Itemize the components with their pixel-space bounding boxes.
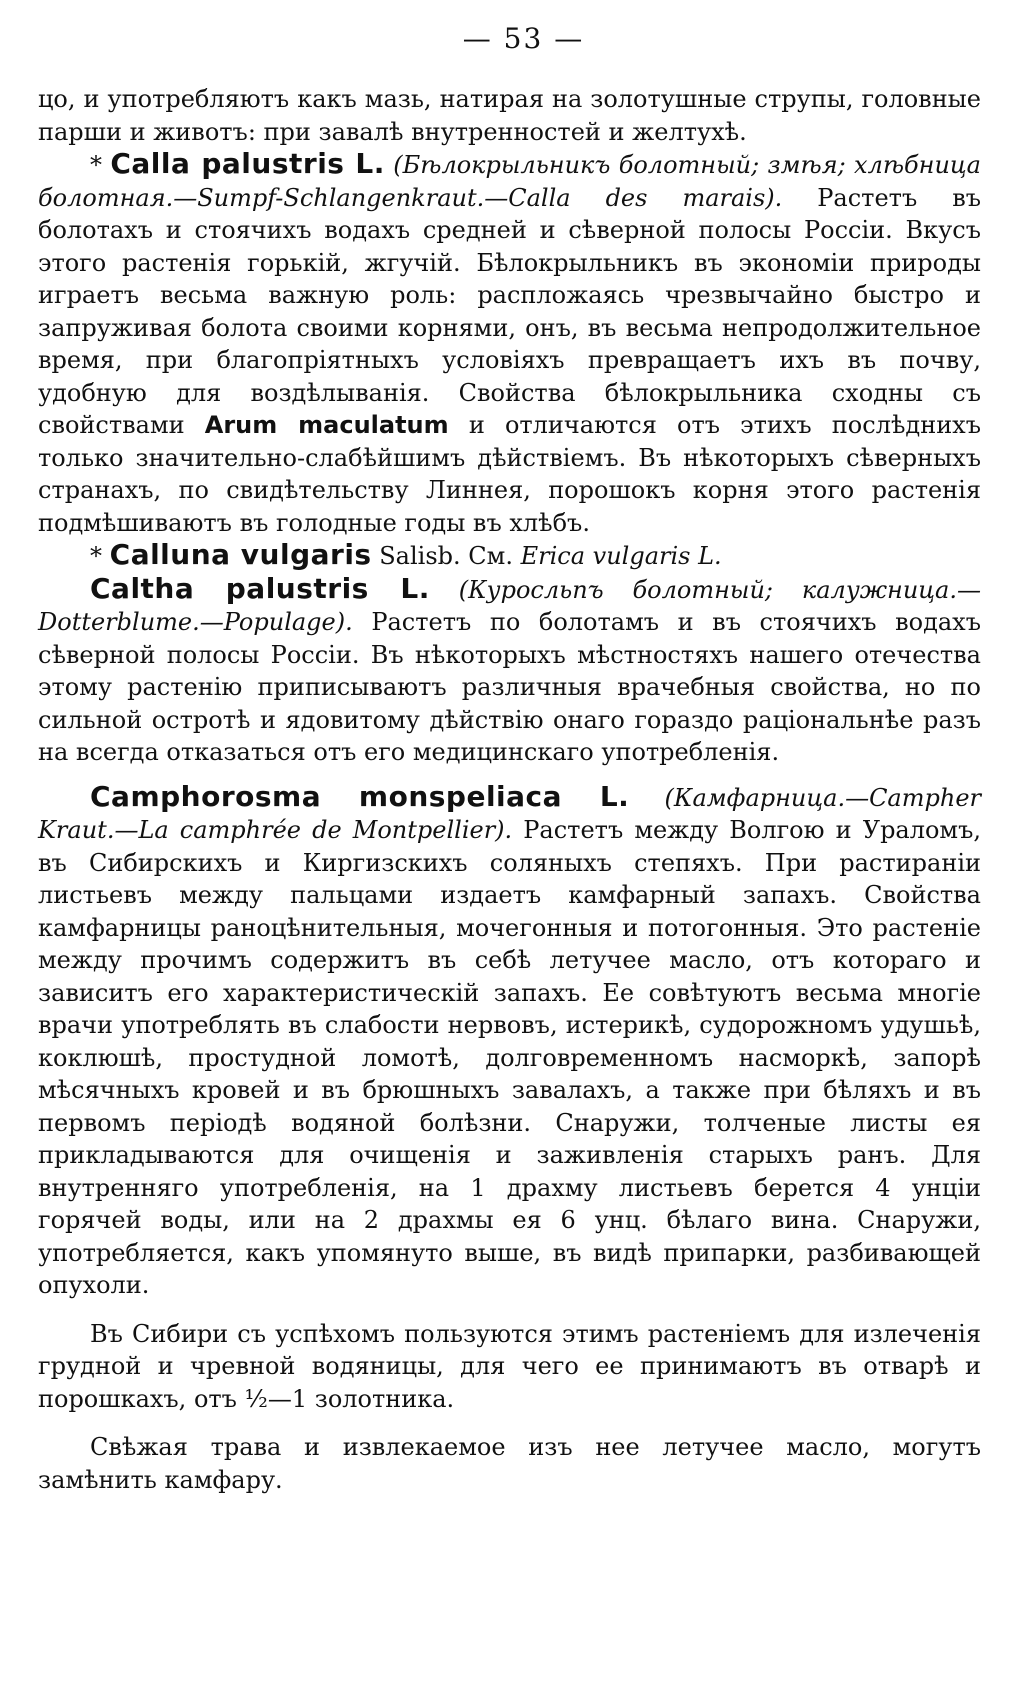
entry-calla-palustris [38,148,981,539]
entry-heading: Calluna vulgaris [109,538,372,571]
entry-star: * [90,542,102,570]
entry-author: Salisb. [379,542,461,570]
entry-heading: Calla palustris L. [110,147,385,180]
page-number: — 53 — [462,22,585,55]
entry-common-names: (Камфарница.—Campher Kraut.—La camphrée de Montpellier). [38,783,981,844]
paragraph-continuation [38,83,981,148]
entry-common-names: (Бѣлокрыльникъ болотный; змѣя; хлѣбница болотная.—Sumpf-Schlangenkraut.—Calla des marais). [38,151,981,212]
entry-text: Растетъ между Волгою и Ураломъ, въ Сибирскихъ и Киргизскихъ соляныхъ степяхъ. При растираніи листьевъ между пальцами издаетъ камфарный запахъ. Свойства камфарницы раноцѣнительныя, мочегонныя и потогонныя. Это растеніе между прочимъ содержитъ въ себѣ летучее масло, отъ котораго и зависитъ его характеристическій запахъ. Ее совѣтуютъ весьма многіе врачи употреблять въ слабости нервовъ, истерикѣ, судорожномъ удушьѣ, коклюшѣ, простудной ломотѣ, долговременномъ насморкѣ, запорѣ мѣсячныхъ кровей и въ брюшныхъ завалахъ, а также при бѣляхъ и въ первомъ періодѣ водяной болѣзни. Снаружи, толченые листы ея прикладываются для очищенія и заживленія старыхъ ранъ. Для внутренняго употребленія, на 1 драхму листьевъ берется 4 унціи горячей воды, или на 2 драхмы ея 6 унц. бѣлаго вина. Снаружи, употребляется, какъ упомянуто выше, въ видѣ припарки, разбивающей опухоли. [38,816,981,1299]
entry-heading: Caltha palustris L. [90,571,430,605]
entry-star: * [90,151,102,179]
paragraph-text: Свѣжая трава и извлекаемое изъ нее летучее масло, могутъ замѣнить камфару. [38,1433,981,1494]
paragraph-text: Въ Сибири съ успѣхомъ пользуются этимъ растеніемъ для излеченія грудной и чревной водяницы, для чего ее принимаютъ въ отварѣ и порошкахъ, отъ ½—1 золотника. [38,1319,981,1413]
entry-text: Растетъ въ болотахъ и стоячихъ водахъ средней и сѣверной полосы Россіи. Вкусъ этого растенія горькій, жгучій. Бѣлокрыльникъ въ экономіи природы играетъ весьма важную роль: распложаясь чрезвычайно быстро и запруживая болота своими корнями, онъ, въ весьма непродолжительное время, при благопріятныхъ условіяхъ превращаетъ ихъ въ почву, удобную для воздѣлыванія. Свойства бѣлокрыльника сходны съ свойствами [38,183,981,439]
entry-heading: Camphorosma monspeliaca L. [90,779,630,813]
entry-text-continued: и отличаются отъ этихъ послѣднихъ только значительно-слабѣйшимъ дѣйствіемъ. Въ нѣкоторыхъ сѣверныхъ странахъ, по свидѣтельству Линнея, порошокъ корня этого растенія подмѣшиваютъ въ голодные годы въ хлѣбъ. [38,411,981,537]
page-text [38,83,981,1496]
entry-cross-reference: Erica vulgaris L. [520,542,722,570]
entry-inline-species: Arum maculatum [204,411,449,439]
entry-text: См. [468,542,513,570]
entry-calluna-vulgaris [38,539,981,573]
entry-caltha-palustris [38,573,981,769]
entry-common-names: (Куросльпъ болотный; калужница.—Dotterblume.—Populage). [38,575,981,636]
paragraph-text: цо, и употребляютъ какъ мазь, натирая на золотушные струпы, головные парши и животъ: при завалѣ внутренностей и желтухѣ. [38,85,981,146]
entry-camphorosma-monspeliaca [38,781,981,1302]
entry-text: Растетъ по болотамъ и въ стоячихъ водахъ сѣверной полосы Россіи. Въ нѣкоторыхъ мѣстностяхъ нашего отечества этому растенію приписываютъ различныя врачебныя свойства, но по сильной остротѣ и ядовитому дѣйствію онаго гораздо раціональнѣе разъ на всегда отказаться отъ его медицинскаго употребленія. [38,608,981,766]
paragraph-siberia [38,1318,981,1416]
paragraph-fresh-herb [38,1431,981,1496]
